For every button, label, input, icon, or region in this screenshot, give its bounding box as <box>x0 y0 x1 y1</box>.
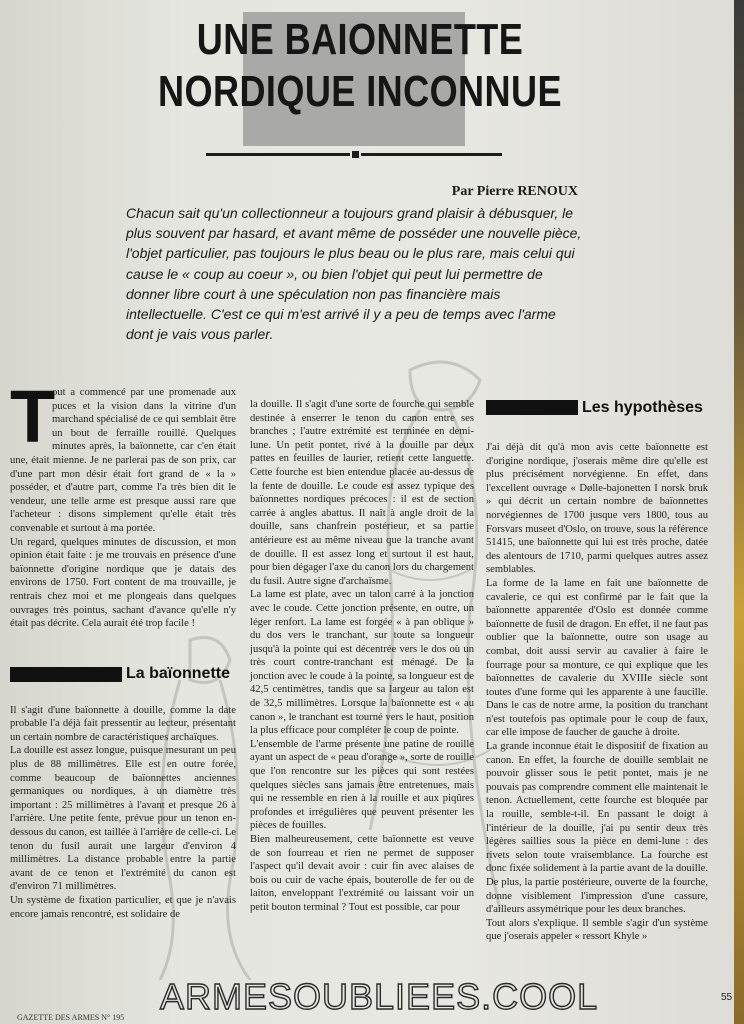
section-heading-baionnette <box>10 667 236 682</box>
magazine-footer-label: GAZETTE DES ARMES N° 195 <box>17 1013 125 1022</box>
paragraph: Bien malheureusement, cette baïonnette est veuve de son fourreau et rien ne permet de supposer l'aspect qu'il devait avoir : cuir fin avec alaises de bois ou cuir de vache épais, bouterolle de fer ou de laiton, enveloppant l'extrémité ou laissant voir un petit bouton terminal ? Tout est possible, car pour <box>250 834 474 913</box>
column-1 <box>10 375 236 921</box>
article-title <box>147 14 573 118</box>
paragraph: L'ensemble de l'arme présente une patine de rouille ayant un aspect de « peau d'orange », sorte de rouille que l'on rencontre sur les pièces qui sont restées quelques siècles sans jamais être entretenues, mais qui ne ressemble en rien à la rouille et aux piqûres profondes et irrégulières que peuvent présenter les pièces de fouilles. <box>250 738 474 832</box>
opening-paragraph <box>10 375 236 536</box>
watermark: ARMESOUBLIEES.COOL <box>160 976 599 1017</box>
section-heading-hypotheses <box>486 400 708 415</box>
paragraph: Un regard, quelques minutes de discussion, et mon opinion était faite : je me trouvais en présence d'une baïonnette d'origine nordique que je datais des environs de 1750. Fort content de ma trouvaille, je rentrais chez moi et me plongeais dans quelques ouvrages très pointus, sachant d'avance qu'elle n'y était pas décrite. Cela aurait été trop facile ! <box>10 536 236 630</box>
page-number: 55 <box>721 992 733 1003</box>
paragraph: Il s'agit d'une baïonnette à douille, comme la date probable l'a déjà fait pressentir au lecteur, présentant un certain nombre de caractéristiques archaïques. <box>10 704 236 743</box>
title-rule-right <box>361 153 502 156</box>
section-bar <box>10 667 122 682</box>
adjacent-page-edge <box>734 0 744 1024</box>
paragraph: La douille est assez longue, puisque mesurant un peu plus de 88 millimètres. Elle est en outre forée, comme beaucoup de baïonnettes anciennes germaniques ou nordiques, à un diamètre très important : 25 millimètres à l'avant et presque 26 à l'arrière. Une petite fente, prévue pour un tenon en-dessous du canon, est taillée à l'arrière de celle-ci. Le tenon du fusil aurait une largeur d'environ 4 millimètres. La distance probable entre la partie avant de ce tenon et l'extrémité du canon est d'environ 71 millimètres. <box>10 745 236 893</box>
paragraph: Tout alors s'explique. Il semble s'agir d'un système que j'oserais appeler « ressort Khyle » <box>486 917 708 943</box>
column-3 <box>486 400 708 944</box>
byline: Par Pierre RENOUX <box>451 184 578 199</box>
paragraph: La grande inconnue était le dispositif de fixation au canon. En effet, la fourche de douille semblait ne pouvoir glisser sous le petit pontet, mais je ne pouvais pas comprendre comment elle maintenait le tenon. Actuellement, cette fourche est bloquée par la rouille, semble-t-il. En passant le doigt à l'intérieur de la douille, j'ai pu sentir deux très légères saillies sous la pièce en demi-lune : des rivets selon toute vraisemblance. La fourche est donc fixée solidement à la partie avant de la douille. De plus, la partie postérieure, ouverte de la fourche, donne visiblement l'impression d'une cassure, d'ailleurs assymétrique pour les deux branches. <box>486 741 708 916</box>
paragraph: J'ai déjà dit qu'à mon avis cette baïonnette est d'origine nordique, j'oserais même dire qu'elle est plus précisément norvégienne. En effet, dans l'excellent ouvrage « Dølle-bajonetten I norsk bruk » qui décrit un certain nombre de baïonnettes norvégiennes de 1700 jusque vers 1800, tous au Forsvars museet d'Oslo, on trouve, sous la référence 51415, une baïonnette qui lui est très proche, datée des alentours de 1710, parmi quelques autres assez semblables. <box>486 442 708 576</box>
title-rule-ornament <box>352 151 359 158</box>
paragraph: la douille. Il s'agit d'une sorte de fourche qui semble destinée à enserrer le tenon du canon entre ses branches ; l'autre extrémité est terminée en demi-lune. Un petit pontet, rivé à la douille par deux pattes en feuilles de laurier, retient cette languette. Cette fourche est bien entendue placée au-dessus de la fente de douille. Le coude est assez typique des baïonnettes nordiques précoces : il est de section carrée à angles abattus. Il naît à angle droit de la douille, sans chanfrein postérieur, et sa partie antérieure est au même niveau que la tranche avant de douille. Il est assez long et surtout il est haut, pour bien dégager l'axe du canon lors du chargement du fusil. Autre signe d'archaïsme. <box>250 399 474 587</box>
title-line-1: UNE BAIONNETTE <box>196 15 524 64</box>
title-rule-left <box>206 153 350 156</box>
paragraph: Un système de fixation particulier, et que je n'avais encore jamais rencontré, est solidaire de <box>10 895 236 920</box>
paragraph: La forme de la lame en fait une baïonnette de cavalerie, ce qui est confirmé par le fait que la baïonnette apparentée d'Oslo est donnée comme baïonnette de fusil de dragon. En effet, il ne faut pas oublier que la baïonnette, outre son usage au combat, doit aussi servir au cavalier à faire le fourrage pour sa monture, ce qui explique que les baïonnettes de cavalerie du XVIIIe siècle sont toutes d'une forme qui les apparente à une faucille. Dans le cas de notre arme, la position du tranchant n'est toutefois pas optimale pour le coup de faux, car elle impose de faucher de gauche à droite. <box>486 577 708 739</box>
section-title: Les hypothèses <box>582 398 703 416</box>
section-bar <box>486 400 578 415</box>
title-line-2: NORDIQUE INCONNUE <box>158 67 562 116</box>
intro-paragraph: Chacun sait qu'un collectionneur a toujours grand plaisir à débusquer, le plus souvent par hasard, et avant même de posséder une nouvelle pièce, l'objet particulier, pas toujours le plus beau ou le plus rare, mais celui qui cause le « coup au coeur », ou bien l'objet qui peut lui permettre de donner libre court à une spéculation non pas financière mais intellectuelle. C'est ce qui m'est arrivé il y a peu de temps avec l'arme dont je vais vous parler. <box>126 205 582 343</box>
paragraph: La lame est plate, avec un talon carré à la jonction avec le coude. Cette jonction présente, en outre, un léger renfort. La lame est forgée « à pan oblique » du dos vers le tranchant, sur toute sa longueur jusqu'à la pointe qui est décentrée vers le dos où un très court contre-tranchant est ménagé. De la jonction avec le coude à la pointe, sa longueur est de 42,5 centimètres, tandis que sa largeur au talon est de 32,5 millimètres. Lorsque la baïonnette est « au canon », le tranchant est tourné vers le haut, position la plus efficace pour compléter le coup de pointe. <box>250 589 474 737</box>
column-2 <box>250 398 474 915</box>
drop-cap: T <box>10 375 56 458</box>
opening-text: out a commencé par une promenade aux puces et la vision dans la vitrine d'un marchand spécialisé de ce qui semblait être un bout de ferraille rouillé. Quelques minutes après, la baïonnette, car c'en était une, était mienne. Je ne parlerai pas de son prix, car d'une part mon désir était fort grand de « la » posséder, et d'autre part, comme l'a très bien dit le vendeur, une telle arme est presque aussi rare que l'acheteur : disons simplement qu'elle était très convenable et surtout à ma portée. <box>10 387 236 534</box>
section-title: La baïonnette <box>126 665 231 683</box>
